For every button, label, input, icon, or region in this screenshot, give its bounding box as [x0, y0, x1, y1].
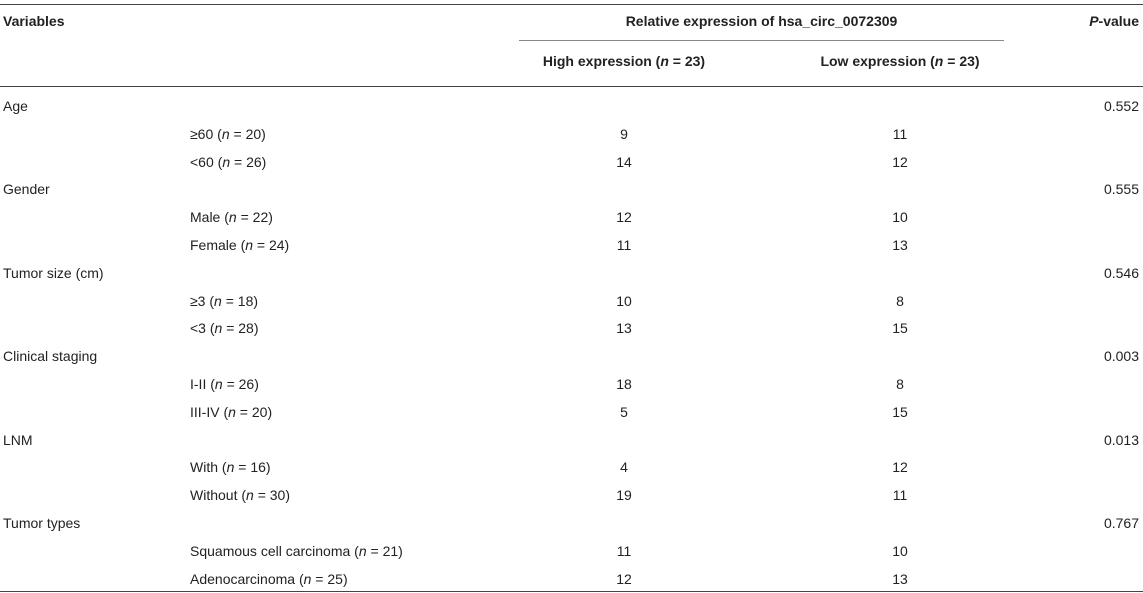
subgroup-text: <3 (	[190, 320, 215, 337]
subgroup-text: I-II (	[190, 376, 215, 392]
variable-label: Age	[3, 98, 28, 114]
variable-label: Clinical staging	[3, 348, 98, 365]
header-low	[795, 53, 1005, 69]
subgroup-label	[190, 288, 258, 316]
table-bottom-rule	[0, 591, 1143, 592]
subgroup-count: = 22)	[236, 209, 273, 226]
low-expression-value: 8	[896, 292, 904, 309]
low-expression-value: 8	[896, 376, 904, 392]
subgroup-label	[190, 399, 272, 427]
subgroup-n: n	[214, 376, 223, 392]
subgroup-n: n	[226, 459, 235, 476]
subgroup-count: = 21)	[366, 542, 403, 559]
header-variables: Variables	[3, 13, 65, 29]
subgroup-text: Squamous cell carcinoma (	[190, 542, 359, 559]
low-expression-value: 12	[892, 153, 908, 170]
subgroup-text: Male (	[190, 209, 229, 226]
low-expression-value: 11	[892, 125, 908, 142]
header-pvalue	[1089, 13, 1139, 29]
subgroup-label	[190, 315, 259, 343]
high-expression-value: 12	[616, 570, 632, 587]
p-value: 0.546	[1103, 264, 1139, 281]
subgroup-label	[190, 371, 259, 399]
high-expression-value: 12	[616, 209, 632, 226]
subgroup-count: = 30)	[253, 487, 291, 504]
high-expression-value: 5	[620, 403, 628, 420]
table-row	[0, 204, 1143, 232]
subgroup-n: n	[228, 209, 237, 226]
subgroup-text: III-IV (	[190, 403, 229, 420]
header-high-prefix: High expression (	[542, 53, 661, 69]
header-bottom-rule	[0, 86, 1143, 87]
variable-label: Tumor types	[3, 515, 81, 531]
table-group-row	[0, 93, 1143, 121]
high-expression-value: 11	[616, 237, 632, 253]
subgroup-count: = 20)	[229, 125, 266, 142]
table-group-row	[0, 510, 1143, 538]
table-group-row	[0, 343, 1143, 371]
table-row	[0, 399, 1143, 427]
subgroup-label	[190, 121, 266, 149]
subgroup-count: = 20)	[235, 403, 273, 420]
low-expression-value: 15	[892, 403, 908, 420]
subgroup-label	[190, 149, 266, 177]
subgroup-count: = 25)	[311, 570, 348, 587]
subgroup-n: n	[228, 403, 236, 420]
variable-label: LNM	[3, 431, 33, 448]
subgroup-label	[190, 454, 271, 482]
low-expression-value: 15	[892, 320, 908, 337]
low-expression-value: 12	[892, 459, 908, 476]
table-row	[0, 288, 1143, 316]
variable-label: Gender	[3, 181, 50, 198]
table-group-row	[0, 176, 1143, 204]
subgroup-count: = 28)	[222, 320, 259, 337]
high-expression-value: 4	[620, 459, 628, 476]
header-low-suffix: = 23)	[943, 53, 980, 69]
low-expression-value: 10	[892, 209, 908, 226]
subgroup-n: n	[246, 487, 254, 504]
subgroup-text: ≥60 (	[190, 125, 222, 142]
subgroup-label	[190, 538, 403, 566]
subgroup-text: With (	[190, 459, 227, 476]
subgroup-label	[190, 232, 289, 260]
subgroup-label	[190, 482, 290, 510]
table-row	[0, 538, 1143, 566]
subgroup-count: = 26)	[230, 153, 267, 170]
subgroup-n: n	[222, 153, 231, 170]
high-expression-value: 10	[616, 292, 632, 309]
p-value: 0.003	[1103, 348, 1139, 365]
low-expression-value: 13	[892, 237, 908, 253]
table-group-row	[0, 260, 1143, 288]
subgroup-n: n	[303, 570, 312, 587]
high-expression-value: 18	[616, 376, 632, 392]
subgroup-text: ≥3 (	[190, 292, 215, 309]
subgroup-n: n	[214, 292, 222, 309]
table-row	[0, 482, 1143, 510]
high-expression-value: 13	[616, 320, 632, 337]
variable-label: Tumor size (cm)	[3, 264, 104, 281]
subgroup-count: = 26)	[222, 376, 259, 392]
subgroup-text: Female (	[190, 237, 246, 253]
low-expression-value: 13	[892, 570, 908, 587]
p-value: 0.555	[1103, 181, 1139, 198]
table-row	[0, 232, 1143, 260]
header-high-n: n	[660, 53, 669, 69]
subgroup-count: = 24)	[253, 237, 290, 253]
subgroup-text: Adenocarcinoma (	[190, 570, 304, 587]
table-row	[0, 315, 1143, 343]
header-high-suffix: = 23)	[668, 53, 706, 69]
subgroup-count: = 18)	[221, 292, 259, 309]
header-pvalue-italic: P	[1089, 13, 1099, 29]
header-group: Relative expression of hsa_circ_0072309	[625, 13, 898, 29]
header-span-rule	[519, 40, 1004, 41]
table-row	[0, 371, 1143, 399]
subgroup-label	[190, 204, 273, 232]
subgroup-text: Without (	[190, 487, 247, 504]
header-low-prefix: Low expression (	[820, 53, 935, 69]
low-expression-value: 10	[892, 542, 908, 559]
table-group-row	[0, 427, 1143, 455]
header-pvalue-suffix: -value	[1098, 13, 1139, 29]
high-expression-value: 19	[616, 487, 632, 504]
header-high	[519, 53, 729, 69]
table-row	[0, 121, 1143, 149]
subgroup-n: n	[358, 542, 367, 559]
table-top-rule	[0, 4, 1143, 5]
subgroup-text: <60 (	[190, 153, 223, 170]
subgroup-count: = 16)	[234, 459, 271, 476]
high-expression-value: 14	[616, 153, 632, 170]
table-row	[0, 454, 1143, 482]
low-expression-value: 11	[892, 487, 908, 504]
header-low-n: n	[934, 53, 944, 69]
subgroup-n: n	[214, 320, 223, 337]
high-expression-value: 9	[620, 125, 628, 142]
p-value: 0.767	[1103, 515, 1139, 531]
subgroup-n: n	[245, 237, 254, 253]
table-row	[0, 149, 1143, 177]
p-value: 0.013	[1103, 431, 1139, 448]
subgroup-n: n	[221, 125, 230, 142]
p-value: 0.552	[1103, 98, 1139, 114]
high-expression-value: 11	[616, 542, 632, 559]
